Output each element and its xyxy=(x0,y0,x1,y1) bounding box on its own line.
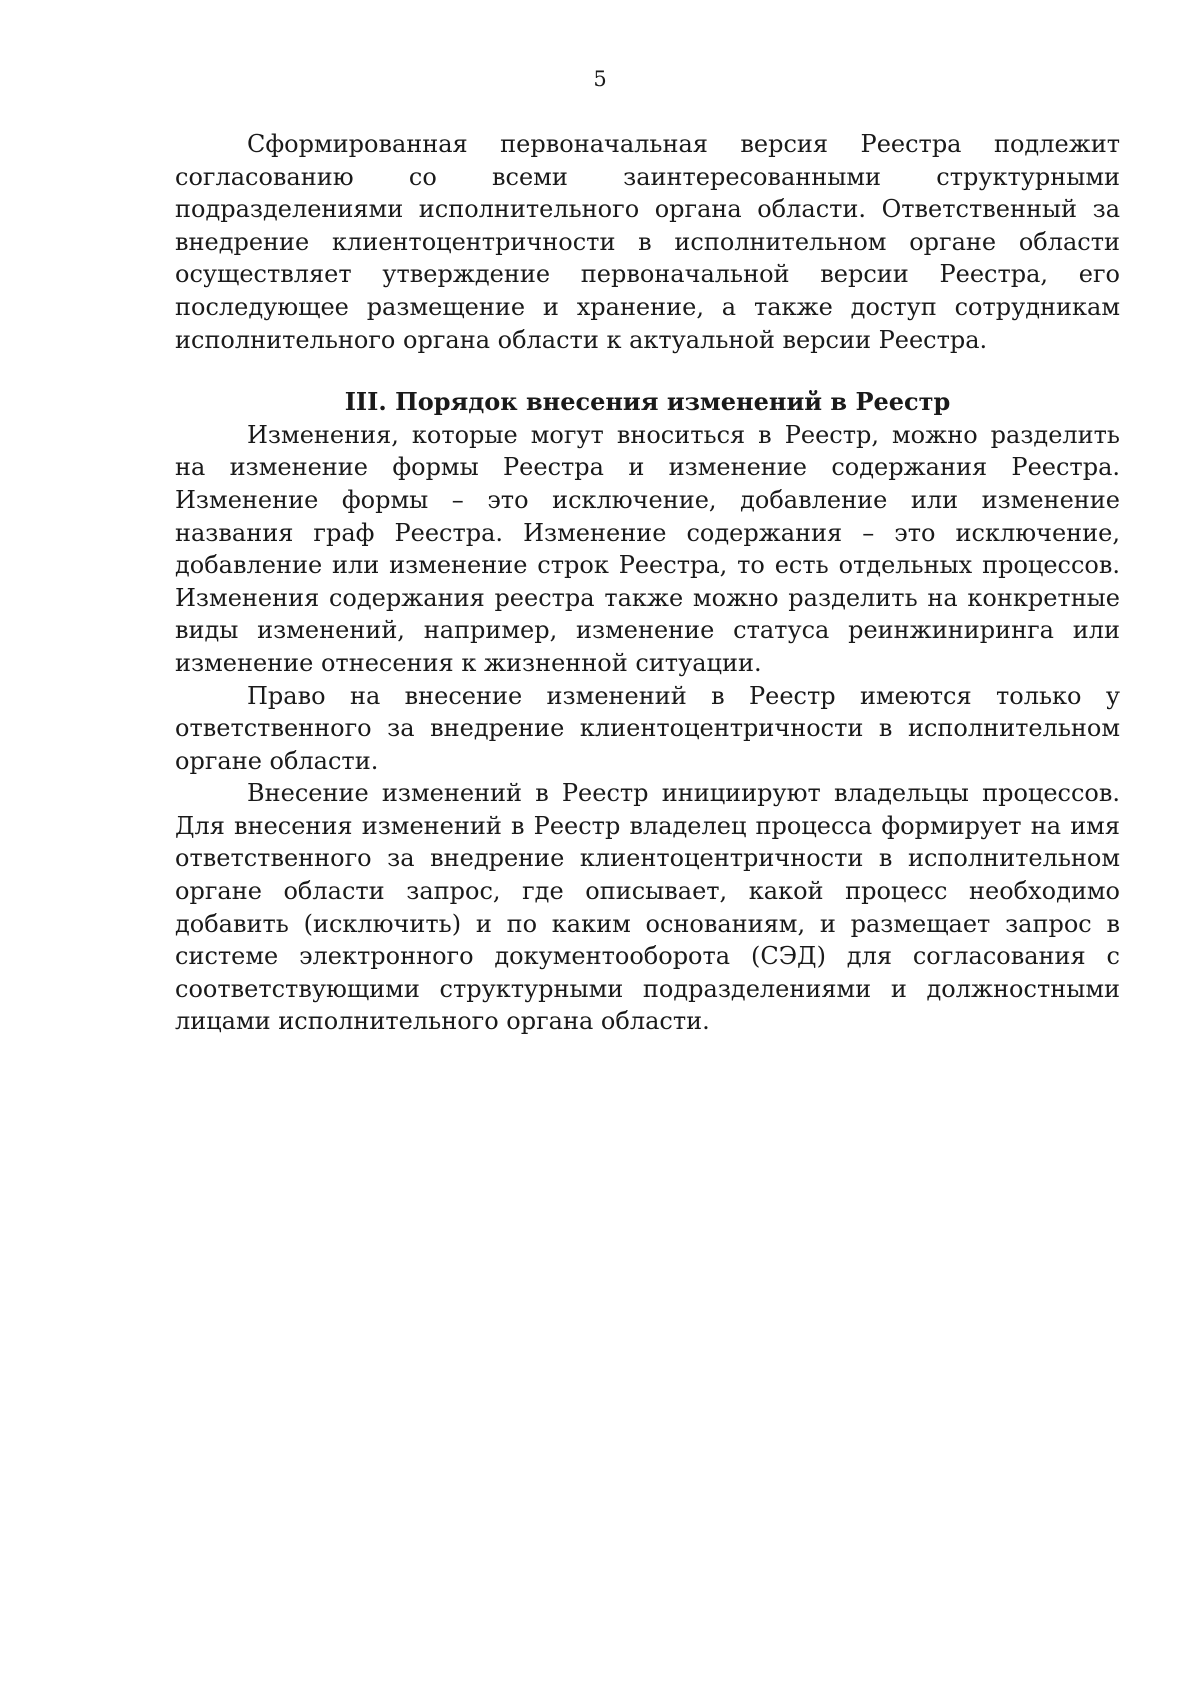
paragraph-initial-version: Сформированная первоначальная версия Реестра подлежит согласованию со всеми заинтересованными структурными подразделениями исполнительного органа области. Ответственный за внедрение клиентоцентричности в исполнительном органе области осуществляет утверждение первоначальной версии Реестра, его последующее размещение и хранение, а также доступ сотрудникам исполнительного органа области к актуальной версии Реестра. xyxy=(175,130,1120,354)
paragraph-change-rights: Право на внесение изменений в Реестр имеются только у ответственного за внедрение клиентоцентричности в исполнительном органе области. xyxy=(175,681,1120,775)
paragraph-change-procedure: Внесение изменений в Реестр инициируют владельцы процессов. Для внесения изменений в Реестр владелец процесса формирует на имя ответственного за внедрение клиентоцентричности в исполнительном органе области запрос, где описывает, какой процесс необходимо добавить (исключить) и по каким основаниям, и размещает запрос в системе электронного документооборота (СЭД) для согласования с соответствующими структурными подразделениями и должностными лицами исполнительного органа области. xyxy=(175,779,1120,1036)
section-heading: III. Порядок внесения изменений в Реестр xyxy=(344,387,951,417)
paragraph-change-types: Изменения, которые могут вноситься в Реестр, можно разделить на изменение формы Реестра и изменение содержания Реестра. Изменение формы – это исключение, добавление или изменение названия граф Реестра. Изменение содержания – это исключение, добавление или изменение строк Реестра, то есть отдельных процессов. Изменения содержания реестра также можно разделить на конкретные виды изменений, например, изменение статуса реинжиниринга или изменение отнесения к жизненной ситуации. xyxy=(175,420,1120,677)
document-body xyxy=(175,128,1120,1038)
page-number: 5 xyxy=(593,67,607,91)
